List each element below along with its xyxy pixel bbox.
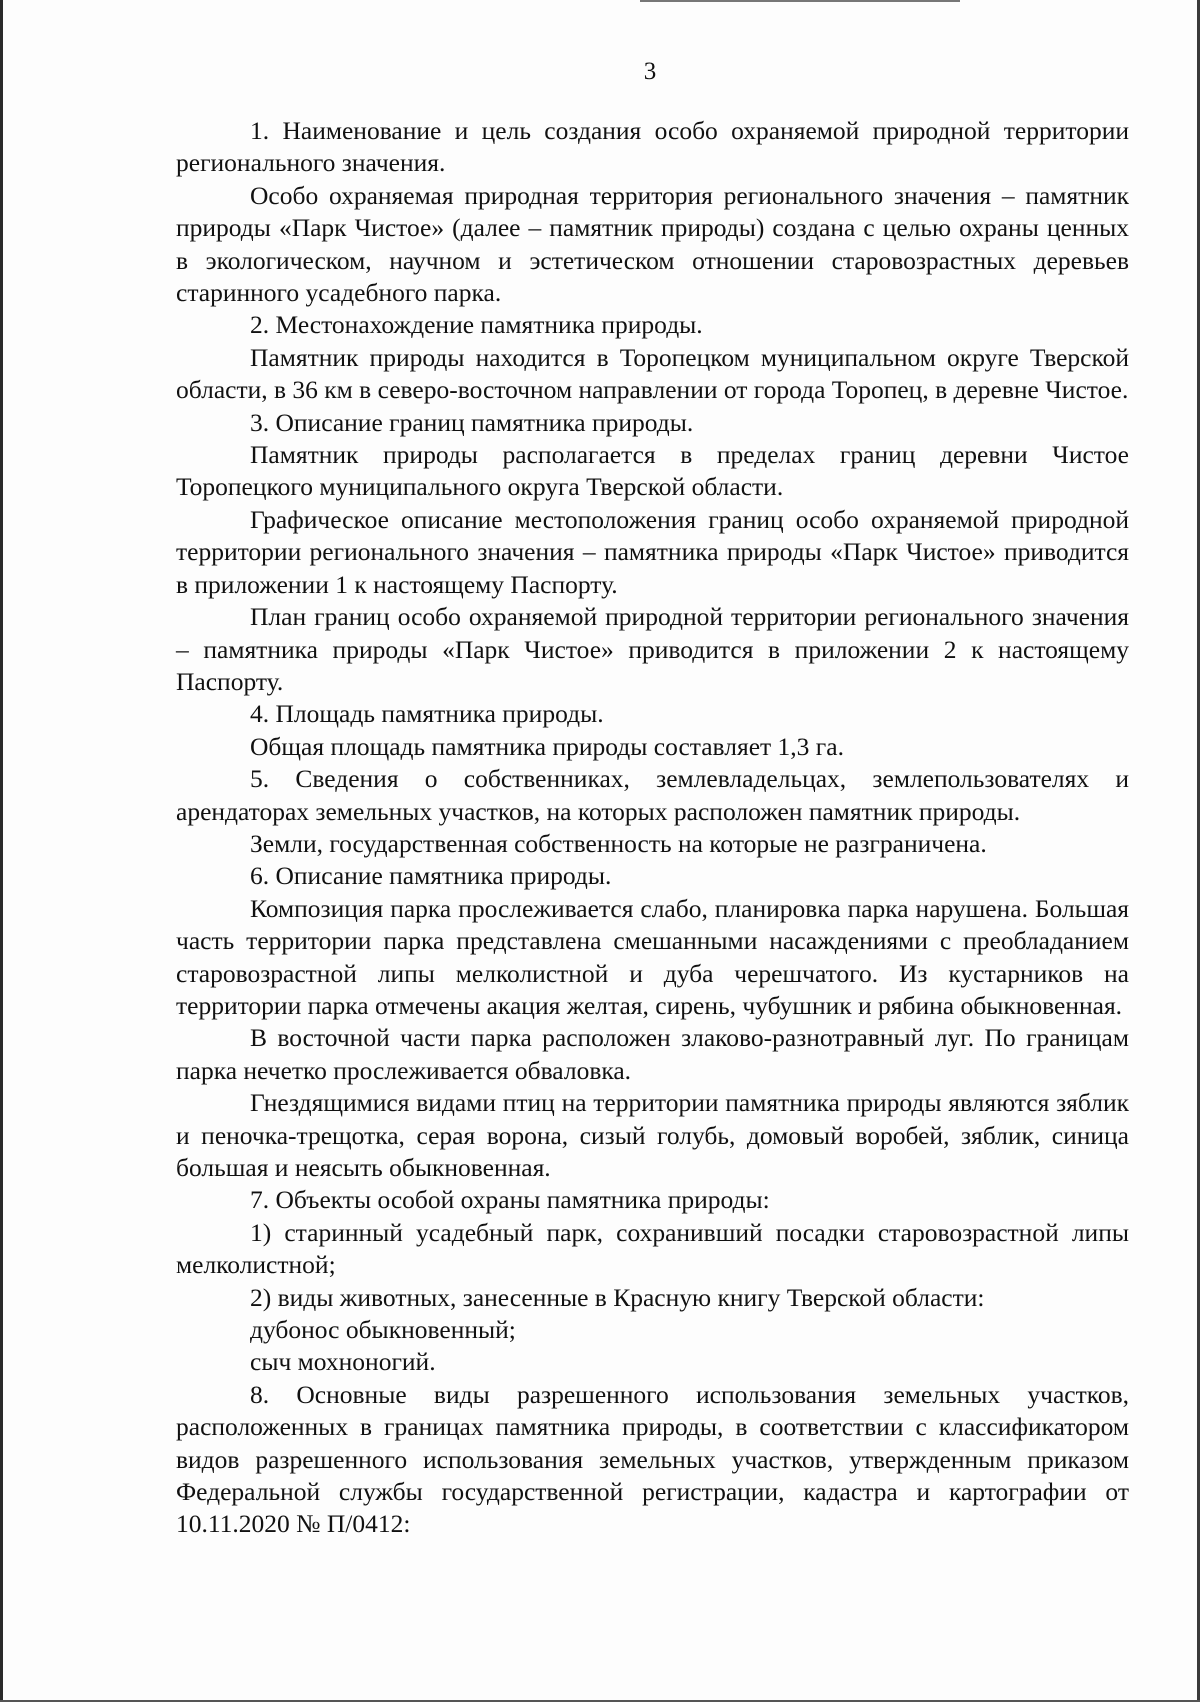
- section-3-heading: 3. Описание границ памятника природы.: [250, 407, 694, 437]
- section-7-item-1: 1) старинный усадебный парк, сохранивший посадки старовозрастной липы мелколистной;: [176, 1217, 1129, 1280]
- section-4-heading: 4. Площадь памятника природы.: [250, 699, 604, 729]
- section-7-species-1: дубонос обыкновенный;: [250, 1315, 516, 1345]
- section-6-birds: Гнездящимися видами птиц на территории памятника природы являются зяблик и пеночка-трещотка, серая ворона, сизый голубь, домовый воробей, зяблик, синица большая и неясыть обыкновенная.: [176, 1088, 1129, 1182]
- section-5-text: Земли, государственная собственность на которые не разграничена.: [250, 828, 987, 858]
- section-8-heading: 8. Основные виды разрешенного использования земельных участков, расположенных в границах памятника природы, в соответствии с классификатором видов разрешенного использования земельных участков, утвержденным приказом Федеральной службы государственной регистрации, кадастра и картографии от 10.11.2020 № П/0412:: [176, 1379, 1129, 1539]
- section-1-heading: 1. Наименование и цель создания особо охраняемой природной территории регионального значения.: [176, 116, 1129, 178]
- section-7-heading: 7. Объекты особой охраны памятника природы:: [250, 1185, 770, 1215]
- section-3-text: Памятник природы располагается в пределах границ деревни Чистое Торопецкого муниципального округа Тверской области.: [176, 440, 1129, 502]
- section-7-item-2: 2) виды животных, занесенные в Красную книгу Тверской области:: [250, 1282, 985, 1312]
- section-4-text: Общая площадь памятника природы составляет 1,3 га.: [250, 731, 844, 761]
- scan-edge-left: [0, 0, 3, 1702]
- section-7-species-2: сыч мохноногий.: [250, 1347, 436, 1377]
- section-3-graphic-description: Графическое описание местоположения границ особо охраняемой природной территории регионального значения – памятника природы «Парк Чистое» приводится в приложении 1 к настоящему Паспорту.: [176, 504, 1129, 599]
- section-5-heading: 5. Сведения о собственниках, землевладельцах, землепользователях и арендаторах земельных участков, на которых расположен памятник природы.: [176, 764, 1129, 826]
- section-3-boundary-plan: План границ особо охраняемой природной территории регионального значения – памятника природы «Парк Чистое» приводится в приложении 2 к настоящему Паспорту.: [176, 602, 1129, 696]
- section-1-text: Особо охраняемая природная территория регионального значения – памятник природы «Парк Чистое» (далее – памятник природы) создана с целью охраны ценных в экологическом, научном и эстетическом отношении старовозрастных деревьев старинного усадебного парка.: [176, 180, 1129, 308]
- page-number: 3: [643, 58, 657, 85]
- scan-edge-top: [640, 0, 960, 2]
- section-6-composition: Композиция парка прослеживается слабо, планировка парка нарушена. Большая часть территории парка представлена смешанными насаждениями с преобладанием старовозрастной липы мелколистной и дуба черешчатого. Из кустарников на территории парка отмечены акация желтая, сирень, чубушник и рябина обыкновенная.: [176, 893, 1129, 1020]
- document-body: [176, 115, 1129, 1541]
- section-6-heading: 6. Описание памятника природы.: [250, 861, 612, 891]
- section-2-text: Памятник природы находится в Торопецком муниципальном округе Тверской области, в 36 км в северо-восточном направлении от города Торопец, в деревне Чистое.: [176, 342, 1129, 405]
- section-6-meadow: В восточной части парка расположен злаково-разнотравный луг. По границам парка нечетко прослеживается обваловка.: [176, 1023, 1129, 1085]
- section-2-heading: 2. Местонахождение памятника природы.: [250, 310, 703, 340]
